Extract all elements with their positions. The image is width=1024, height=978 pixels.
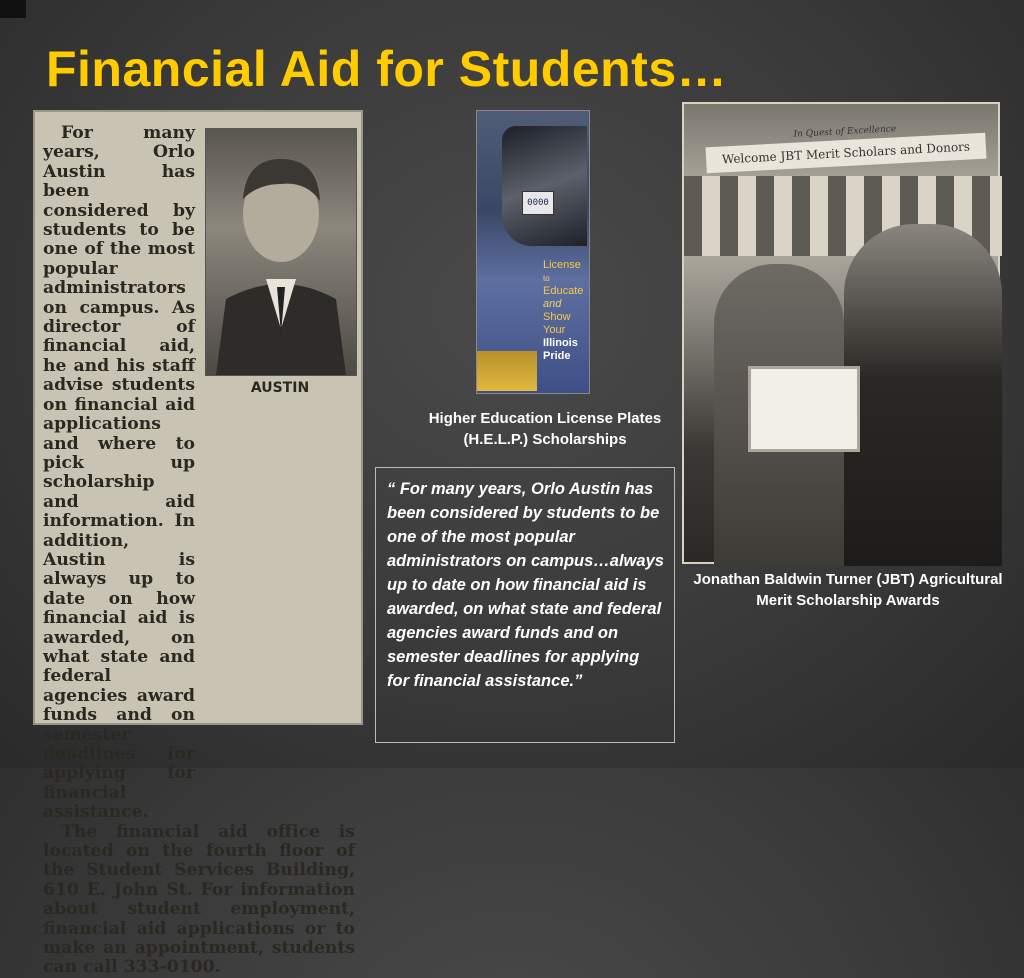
quote-box: “ For many years, Orlo Austin has been considered by students to be one of the most popular administrators on campus…always up to date on how financial aid is awarded, on what state and federal agencies award funds and on semester deadlines for applying for financial assistance.” [375,467,675,743]
banner-subtitle: In Quest of Excellence [793,124,897,140]
person-austin [844,224,1002,566]
clipping-paragraph-1: For many years, Orlo Austin has been considered by students to be one of the most popular administrators on campus. As director of financial aid, he and his staff advise students on financial aid applications and where to pick up scholarship and aid information. In addition, Austin is always up to date on how financial aid is awarded, on what state and federal agencies award funds and on semester deadlines for applying for financial assistance. [43,123,195,823]
award-photo-caption: Jonathan Baldwin Turner (JBT) Agricultural Merit Scholarship Awards [693,571,1003,609]
welcome-banner [706,124,987,174]
newspaper-clipping [33,110,363,978]
brochure-text [543,259,589,363]
certificate [748,366,860,452]
brochure-line-1: License [543,259,581,271]
clipping-photo-caption: AUSTIN [250,380,310,396]
corner-mark [0,0,26,18]
brochure-line-3: Educate [543,285,584,297]
license-plate-caption: Higher Education License Plates (H.E.L.P.) Scholarships [428,410,662,448]
brochure-line-7: Pride [543,350,571,362]
banner-text: Welcome JBT Merit Scholars and Donors [721,139,971,167]
taxi-image [477,351,537,391]
brochure-line-2: to [543,274,550,283]
license-plate-brochure [476,110,590,394]
brochure-line-5: Show Your [543,311,571,336]
brochure-line-6: Illinois [543,337,578,349]
car-image [502,126,587,246]
brochure-line-4: and [543,298,562,310]
license-plate-number: 0000 [522,191,554,215]
clipping-article [43,124,355,978]
clipping-paragraph-2: The financial aid office is located on the fourth floor of the Student Services Building, 610 E. John St. For information about student employment, financial aid applications or to make an appointment, students can call 333-0100. [43,821,355,978]
award-photo [682,102,1000,564]
slide-title: Financial Aid for Students… [46,41,728,97]
